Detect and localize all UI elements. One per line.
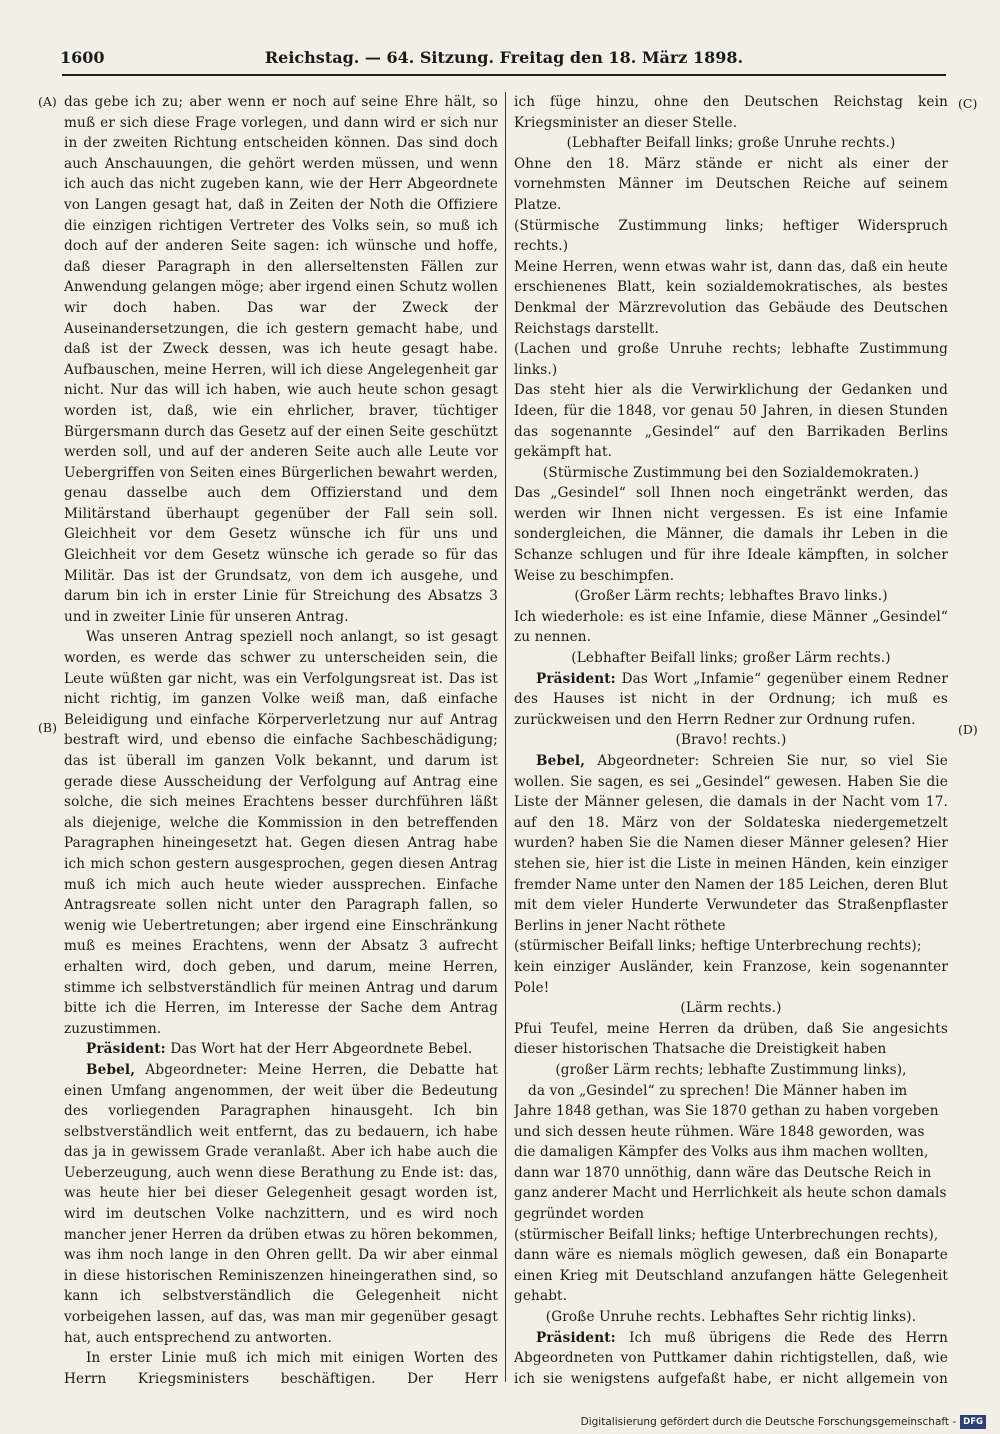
paragraph: ich füge hinzu, ohne den Deutschen Reichstag kein Kriegsminister an dieser Stelle. [514, 94, 948, 131]
paragraph: Ich wiederhole: es ist eine Infamie, diese Männer „Gesindel“ zu nennen. [514, 608, 948, 646]
interjection: (stürmischer Beifall links; heftige Unterbrechung rechts); [514, 938, 922, 955]
speaker-label: Präsident: [86, 1041, 166, 1058]
margin-marker-d: (D) [958, 722, 978, 737]
margin-marker-a: (A) [38, 94, 57, 109]
paragraph: dann wäre es niemals möglich gewesen, daß ein Bonaparte einen Krieg mit Deutschland anzufangen hätte Gelegenheit gehabt. [514, 1247, 948, 1305]
interjection: (Lebhafter Beifall links; große Unruhe rechts.) [566, 135, 896, 152]
interjection: (Stürmische Zustimmung bei den Sozialdemokraten.) [542, 464, 920, 481]
speech-text: Das Wort „Infamie“ gegenüber einem Redner des Hauses ist nicht in der Ordnung; ich muß es zurückweisen und den Herrn Redner zur Ordnung rufen. [514, 670, 948, 728]
speaker-label: Bebel, [536, 753, 586, 769]
page-title: Reichstag. — 64. Sitzung. Freitag den 18. März 1898. [264, 48, 744, 67]
interjection: (Bravo! rechts.) [675, 732, 787, 749]
interjection: (Große Unruhe rechts. Lebhaftes Sehr richtig links). [545, 1309, 917, 1326]
dfg-logo: DFG [960, 1415, 986, 1429]
interjection: (Stürmische Zustimmung links; heftiger Widerspruch rechts.) [514, 217, 948, 255]
margin-marker-b: (B) [38, 720, 57, 735]
footer-credit: Digitalisierung gefördert durch die Deutsche Forschungsgemeinschaft - [580, 1416, 957, 1428]
paragraph: Ohne den 18. März stände er nicht als einer der vornehmsten Männer im Deutschen Reiche auf seinem Platze. [514, 155, 948, 213]
paragraph: Pfui Teufel, meine Herren da drüben, daß Sie angesichts dieser historischen Thatsache die Dreistigkeit haben [514, 1020, 948, 1058]
interjection: (Lebhafter Beifall links; großer Lärm rechts.) [571, 650, 891, 667]
header-rule [62, 74, 946, 76]
speaker-label: Bebel, [86, 1061, 136, 1078]
interjection: (Großer Lärm rechts; lebhaftes Bravo links.) [574, 588, 888, 605]
interjection: (Lachen und große Unruhe rechts; lebhafte Zustimmung links.) [514, 341, 948, 378]
page-number: 1600 [60, 48, 105, 67]
interjection: (stürmischer Beifall links; heftige Unterbrechungen rechts), [514, 1226, 939, 1243]
speech-text: Abgeordneter: Schreien Sie nur, so viel Sie wollen. Sie sagen, es sei „Gesindel“ gewesen. Haben Sie die Liste der Männer gelesen, die damals in der Nacht vom 17. auf den 18. März von der Soldateska niedergemetzelt wurden? haben Sie die Namen dieser Männer gelesen? Hier stehen sie, hier ist die Liste in meinen Händen, kein einziger fremder Name unter den Namen der 185 Leichen, deren Blut mit dem vieler Hunderte Verwundeter das Straßenpflaster Berlins in jener Nacht röthete [514, 753, 948, 934]
speech-text: Abgeordneter: Meine Herren, die Debatte hat einen Umfang angenommen, der weit über die Bedeutung des vorliegenden Paragraphen hinausgeht. Ich bin selbstverständlich weit entfernt, das zu bedauern, ich habe das ja in gewissem Grade veranlaßt. Aber ich habe auch die Ueberzeugung, auch wenn diese Berathung zu Ende ist: das, was heute hier bei dieser Gelegenheit gesagt worden ist, wird im deutschen Volke nachzittern, und es wird noch mancher jener Herren da drüben etwas zu hören bekommen, was ihm noch lange in den Ohren gellt. Da wir aber einmal in diese historischen Reminiszenzen hineingerathen sind, so kann ich selbstverständlich die Gelegenheit nicht vorbeigehen lassen, auf das, was man mir gegenüber gesagt hat, auch entsprechend zu antworten. [64, 1061, 498, 1346]
paragraph: In erster Linie muß ich mich mit einigen Worten des Herrn Kriegsministers beschäftigen. Der Herr [64, 1350, 498, 1387]
paragraph: das gebe ich zu; aber wenn er noch auf seine Ehre hält, so muß er sich diese Frage vorlegen, und dann wird er sich nur in der zweiten Richtung entscheiden können. Das sind doch auch Anschauungen, die gehört werden müssen, und wenn ich auch das nicht zugeben kann, wie der Herr Abgeordnete von Langen gesagt hat, daß in Zeiten der Noth die Offiziere die einzigen richtigen Vertreter des Volks sein, so muß ich doch auf der anderen Seite sagen: ich wünsche und hoffe, daß dieser Paragraph in den allerseltensten Fällen zur Anwendung gelangen möge; aber irgend einen Schutz wollen wir doch haben. Das war der Zweck der Auseinandersetzungen, die ich gestern gemacht habe, und daß ist der Zweck dessen, was ich heute gesagt habe. Aufbauschen, meine Herren, will ich diese Angelegenheit gar nicht. Nur das will ich haben, wie auch heute schon gesagt worden ist, daß, wie ein ehrlicher, braver, tüchtiger Bürgersmann durch das Gesetz auf der einen Seite geschützt werden soll, und auf der anderen Seite auch alle Leute vor Uebergriffen von Seiten eines Bürgerlichen bewahrt werden, genau dasselbe auch dem Offizierstand und dem Militärstand überhaupt gegenüber der Fall sein soll. Gleichheit vor dem Gesetz wünsche ich für uns und Gleichheit vor dem Gesetz wünsche ich gerade so für das Militär. Das ist der Grundsatz, von dem ich ausgehe, und darum bin ich in erster Linie für Streichung des Absatzs 3 und in zweiter Linie für unseren Antrag. [64, 94, 498, 625]
interjection: (Lärm rechts.) [680, 1000, 782, 1017]
margin-marker-c: (C) [958, 96, 978, 111]
left-column [64, 92, 498, 1392]
paragraph: Das „Gesindel“ soll Ihnen noch eingetränkt werden, das werden wir Ihnen nicht vergessen. Es ist eine Infamie sondergleichen, die Männer, die damals ihr Leben in die Schanze schlugen und für ihre Ideale kämpften, in solcher Weise zu beschimpfen. [514, 485, 948, 584]
speech-text: Das Wort hat der Herr Abgeordnete Bebel. [170, 1041, 473, 1058]
paragraph: kein einziger Ausländer, kein Franzose, kein sogenannter Pole! [514, 958, 948, 996]
speaker-label: Präsident: [536, 1329, 616, 1346]
speaker-label: Präsident: [536, 670, 616, 687]
paragraph: da von „Gesindel“ zu sprechen! Die Männer haben im Jahre 1848 gethan, was Sie 1870 gethan zu haben vorgeben und sich dessen heute rühmen. Wäre 1848 geworden, was die damaligen Kämpfer des Volks aus ihm machen wollten, dann war 1870 unnöthig, dann wäre das Deutsche Reich in ganz anderer Macht und Herrlichkeit als heute schon damals gegründet worden [514, 1082, 947, 1223]
paragraph: Das steht hier als die Verwirklichung der Gedanken und Ideen, für die 1848, vor genau 50 Jahren, in diesen Stunden das sogenannte „Gesindel“ auf den Barrikaden Berlins gekämpft hat. [514, 382, 948, 461]
paragraph: Meine Herren, wenn etwas wahr ist, dann das, daß ein heute erschienenes Blatt, kein sozialdemokratisches, als bestes Denkmal der Märzrevolution das Gebäude des Deutschen Reichstags darstellt. [514, 258, 948, 337]
speech-text: Ich muß übrigens die Rede des Herrn Abgeordneten von Puttkamer dahin richtigstellen, daß, wie ich sie wenigstens aufgefaßt habe, er nicht allgemein von [514, 1329, 948, 1387]
paragraph: Was unseren Antrag speziell noch anlangt, so ist gesagt worden, es werde das schwer zu unterscheiden sein, die Leute wüßten gar nicht, was ein Verfolgungsreat ist. Das ist nicht richtig, im ganzen Volke weiß man, daß einfache Beleidigung und einfache Körperverletzung nur auf Antrag bestraft wird, und ebenso die einfache Sachbeschädigung; das ist überall im ganzen Volk bekannt, und darum ist gerade diese Ausscheidung der Verfolgung auf Antrag eine solche, die sich meines Erachtens besser durchführen läßt als diejenige, welche die Kommission in den betreffenden Paragraphen hineingesetzt hat. Gegen diesen Antrag habe ich mich schon gestern ausgesprochen, gegen diesen Antrag muß ich mich auch heute wieder aussprechen. Einfache Antragsreate sollen nicht unter den Paragraph fallen, so wenig wie Uebertretungen; aber irgend eine Einschränkung muß es meines Erachtens, wenn der Absatz 3 aufrecht erhalten wird, doch geben, und darum, meine Herren, stimme ich selbstverständlich für meinen Antrag und darum bitte ich die Herren, im Interesse der Sache dem Antrag zuzustimmen. [64, 629, 498, 1037]
interjection: (großer Lärm rechts; lebhafte Zustimmung links), [555, 1061, 907, 1078]
column-divider [505, 92, 506, 1382]
right-column [514, 92, 948, 1392]
digitization-footer [581, 1414, 986, 1430]
page-header [60, 48, 948, 74]
